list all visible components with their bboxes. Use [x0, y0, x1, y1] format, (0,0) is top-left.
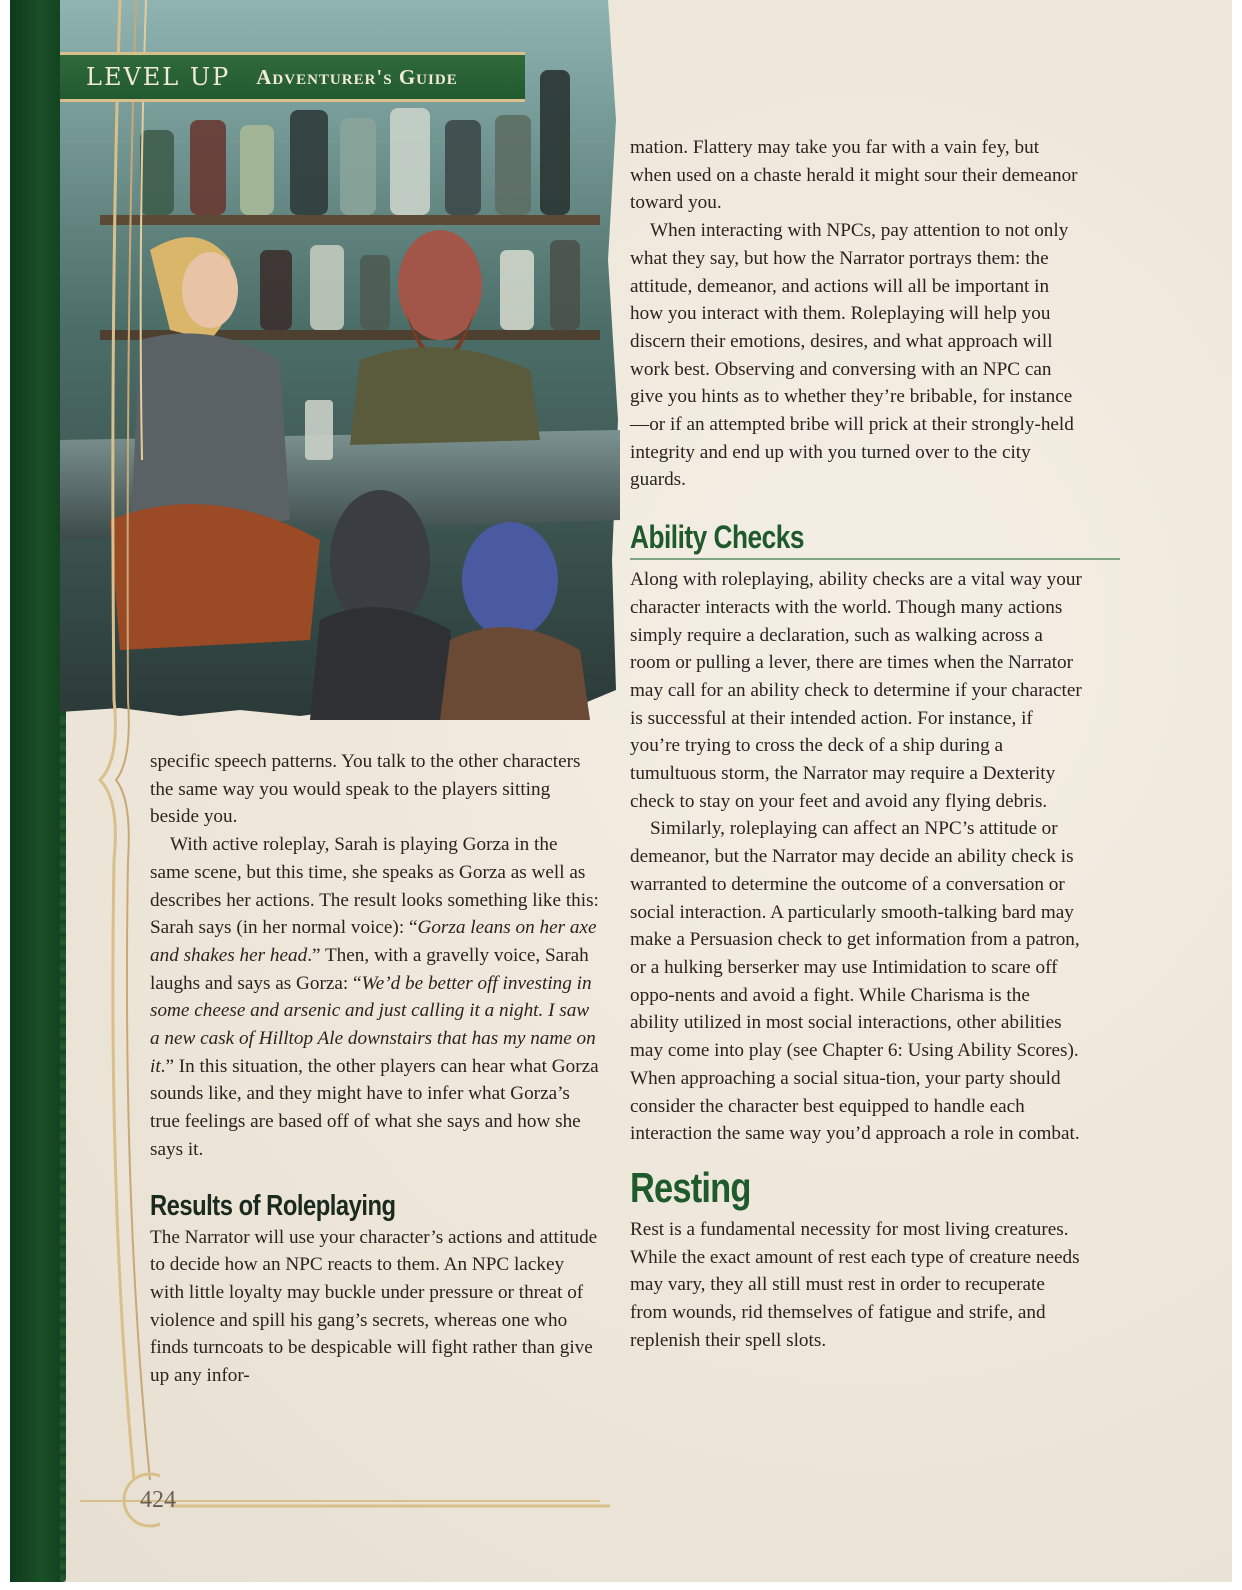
italic-quote: Gorza leans on her axe and shakes her head — [150, 917, 597, 966]
heading-resting — [630, 1162, 1082, 1214]
paragraph-active-roleplay — [150, 831, 600, 1163]
decorative-border — [50, 0, 160, 1582]
paragraph: Similarly, roleplaying can affect an NPC’s attitude or demeanor, but the Narrator may decide an ability check is warranted to determine the outcome of a conversation or social interaction. A particularly smooth-talking bard may make a Persuasion check to get information from a patron, or a hulking berserker may use Intimidation to scare off oppo-nents and avoid a fight. While Charisma is the ability utilized in most social interactions, other abilities may come into play (see Chapter 6: Using Ability Scores). When approaching a social situa-tion, your party should consider the character best equipped to handle each interaction the same way you’d approach a role in combat. — [630, 818, 1080, 1145]
paragraph: When interacting with NPCs, pay attention to not only what they say, but how the Narrator portrays them: the attitude, demeanor, and actions will all be important in how you interact with them. Roleplaying will help you discern their emotions, desires, and what approach will work best. Observing and conversing with an NPC can give you hints as to whether they’re bribable, for instance—or if an attempted bribe will prick at their strongly-held integrity and end up with you turned over to the city guards. — [630, 220, 1074, 491]
text-run: .” Then, with a gravelly voice, Sarah laughs and says as Gorza: “ — [150, 944, 589, 994]
book-brand: LEVEL UP — [86, 63, 231, 91]
book-title: Adventurer's Guide — [256, 64, 458, 89]
right-column — [630, 134, 1082, 1354]
heading-ability-checks — [630, 518, 1120, 560]
paragraph: Rest is a fundamental necessity for most living creatures. While the exact amount of rest each type of creature needs may vary, they all still must rest in order to recuperate from wounds, rid themselves of fatigue and strife, and replenish their spell slots. — [630, 1218, 1080, 1351]
text-run: .” In this situation, the other players can hear what Gorza sounds like, and they might have to infer what Gorza’s true feelings are based off of what she says and how she says it. — [150, 1055, 599, 1160]
paragraph: specific speech patterns. You talk to the other characters the same way you would speak to the players sitting beside you. — [150, 751, 581, 828]
page-number: 424 — [140, 1487, 176, 1513]
paragraph: Along with roleplaying, ability checks are a vital way your character interacts with the world. Though many actions simply require a declaration, such as walking across a room or pulling a lever, there are times when the Narrator may call for an ability check to determine if your character is successful at their intended action. For instance, if you’re trying to cross the deck of a ship during a tumultuous storm, the Narrator may require a Dexterity check to stay on your feet and avoid any flying debris. — [630, 569, 1082, 812]
italic-quote: We’d be better off investing in some cheese and arsenic and just calling it a night. I saw a new cask of Hilltop Ale downstairs that has my name on it — [150, 972, 596, 1077]
paragraph: The Narrator will use your character’s actions and attitude to decide how an NPC reacts to them. An NPC lackey with little loyalty may buckle under pressure or threat of violence and spill his gang’s secrets, whereas one who finds turncoats to be despicable will fight rather than give up any infor- — [150, 1226, 598, 1387]
text-run: With active roleplay, Sarah is playing Gorza in the same scene, but this time, she speaks as Gorza as well as describes her actions. The result looks something like this: Sarah says (in her normal voice): “ — [150, 834, 599, 939]
paragraph: mation. Flattery may take you far with a vain fey, but when used on a chaste herald it might sour their demeanor toward you. — [630, 137, 1078, 214]
heading-text: Resting — [630, 1163, 751, 1211]
heading-text: Ability Checks — [630, 519, 804, 556]
heading-results-of-roleplaying: Results of Roleplaying — [150, 1189, 396, 1222]
book-page — [10, 0, 1232, 1582]
left-column — [150, 748, 600, 1390]
running-header — [60, 52, 525, 102]
